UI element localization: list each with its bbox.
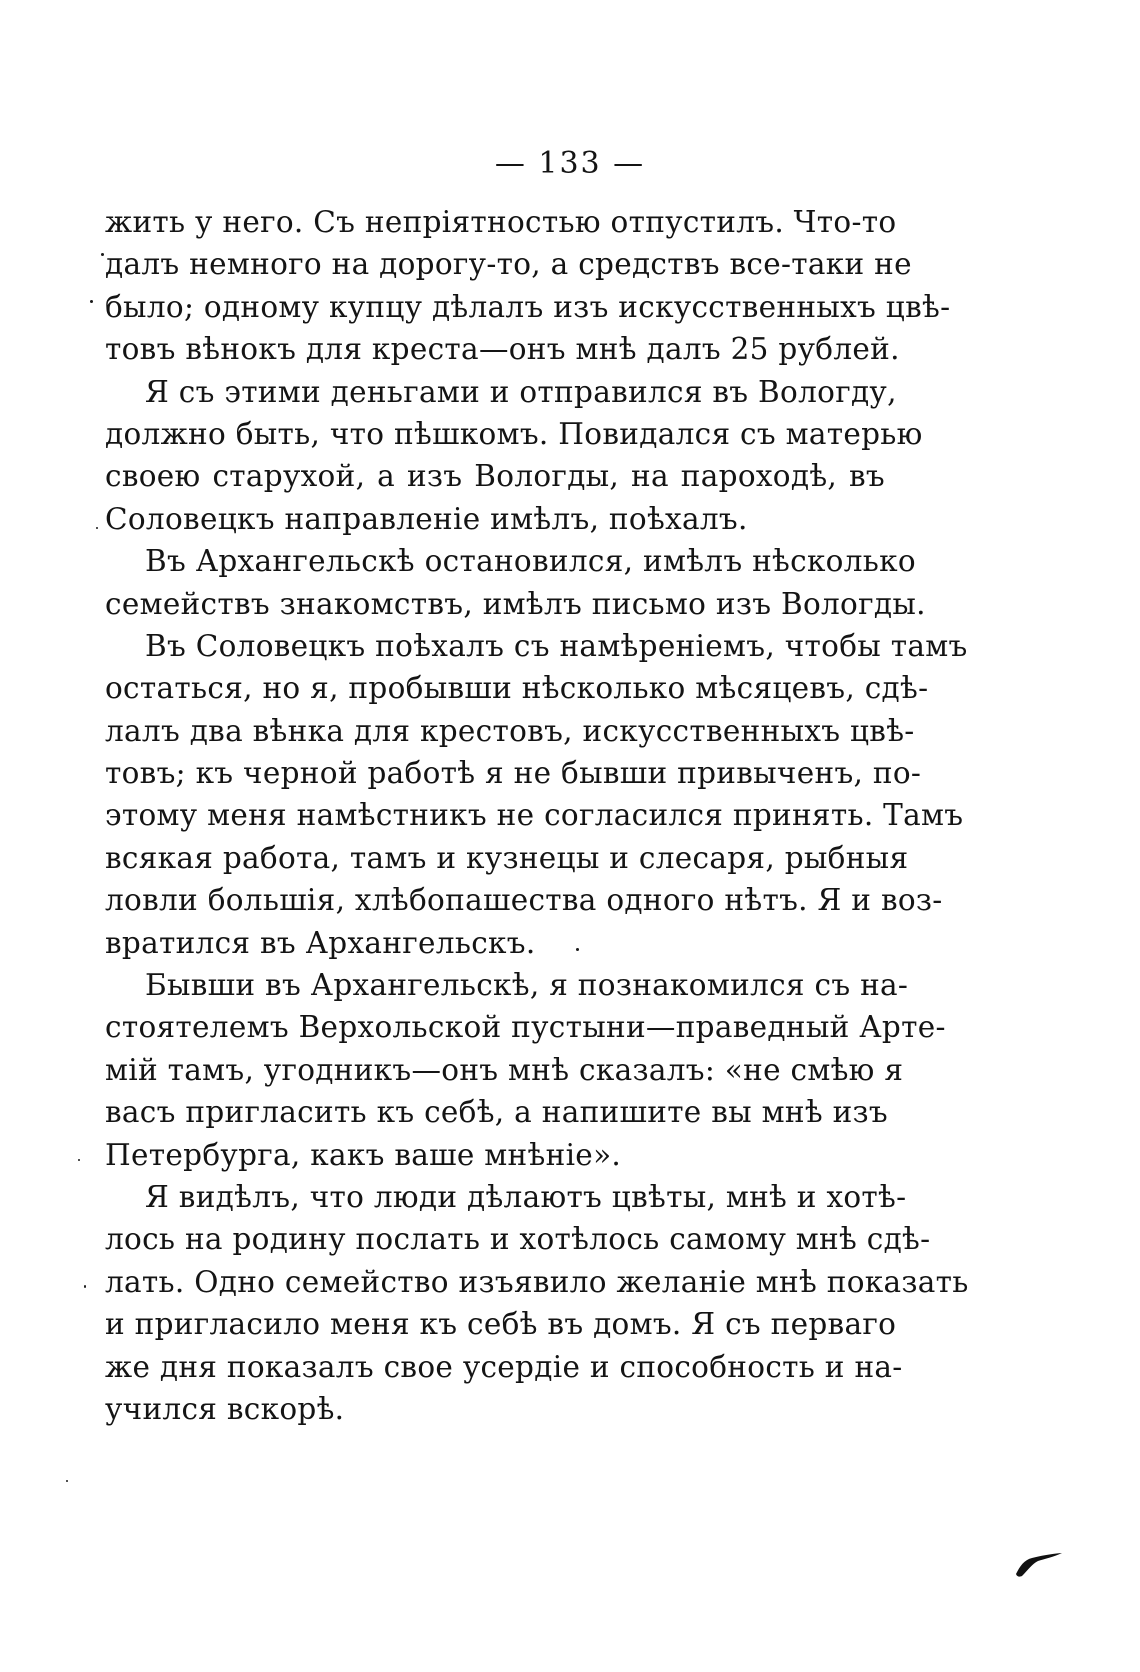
scan-speck [96,527,98,529]
text-line: этому меня намѣстникъ не согласился принять. Тамъ [105,798,964,833]
text-line: всякая работа, тамъ и кузнецы и слесаря, рыбныя [105,840,909,875]
text-line: далъ немного на дорогу-то, а средствъ все-таки не [105,247,912,282]
text-line: было; одному купцу дѣлалъ изъ искусственныхъ цвѣ- [105,289,951,324]
text-line: вратился въ Архангельскъ. [105,925,536,960]
text-line: Въ Архангельскѣ остановился, имѣлъ нѣсколько [145,544,916,579]
scan-speck [84,1285,86,1288]
text-line: учился вскорѣ. [105,1391,345,1426]
text-line: товъ; къ черной работѣ я не бывши привыченъ, по- [105,756,922,791]
text-line: своею старухой, а изъ Вологды, на пароходѣ, въ [105,459,885,494]
paragraph [105,201,951,371]
text-line: лать. Одно семейство изъявило желаніе мнѣ показать [105,1264,969,1299]
text-line: Бывши въ Архангельскѣ, я познакомился съ на- [145,968,909,1003]
ink-blot-icon [1014,1548,1064,1578]
text-line: семействъ знакомствъ, имѣлъ письмо изъ Вологды. [105,586,926,621]
text-line: стоятелемъ Верхольской пустыни—праведный Арте- [105,1010,946,1045]
text-line: жить у него. Съ непріятностью отпустилъ. Что-то [105,205,897,239]
scan-speck [66,1480,68,1482]
scan-speck [101,253,104,256]
text-line: Петербурга, какъ ваше мнѣніе». [105,1137,622,1172]
text-line: Я видѣлъ, что люди дѣлаютъ цвѣты, мнѣ и хотѣ- [145,1179,907,1214]
paragraph [105,1176,969,1430]
text-line: товъ вѣнокъ для креста—онъ мнѣ далъ 25 рублей. [105,332,900,367]
text-line: ловли большія, хлѣбопашества одного нѣтъ. Я и воз- [105,883,943,918]
text-line: мій тамъ, угодникъ—онъ мнѣ сказалъ: «не смѣю я [105,1052,904,1087]
paragraph [105,540,926,625]
text-line: должно быть, что пѣшкомъ. Повидался съ матерью [105,416,923,451]
paragraph [105,964,946,1176]
paragraph [105,625,968,964]
text-line: Соловецкъ направленіе имѣлъ, поѣхалъ. [105,501,748,536]
scan-speck [78,1159,80,1161]
page-number: — 133 — [494,146,646,181]
text-line: и пригласило меня къ себѣ въ домъ. Я съ перваго [105,1307,897,1342]
text-line: остаться, но я, пробывши нѣсколько мѣсяцевъ, сдѣ- [105,671,929,706]
paragraph [105,371,923,541]
text-line: Въ Соловецкъ поѣхалъ съ намѣреніемъ, чтобы тамъ [145,628,968,663]
text-line: лось на родину послать и хотѣлось самому мнѣ сдѣ- [105,1222,931,1257]
text-line: лалъ два вѣнка для крестовъ, искусственныхъ цвѣ- [105,713,915,748]
text-line: Я съ этими деньгами и отправился въ Вологду, [145,374,897,409]
body-text [105,201,969,1430]
scan-speck [90,300,93,303]
text-line: васъ пригласить къ себѣ, а напишите вы мнѣ изъ [105,1095,889,1130]
text-line: же дня показалъ свое усердіе и способность и на- [105,1349,903,1384]
scan-speck [576,948,579,951]
